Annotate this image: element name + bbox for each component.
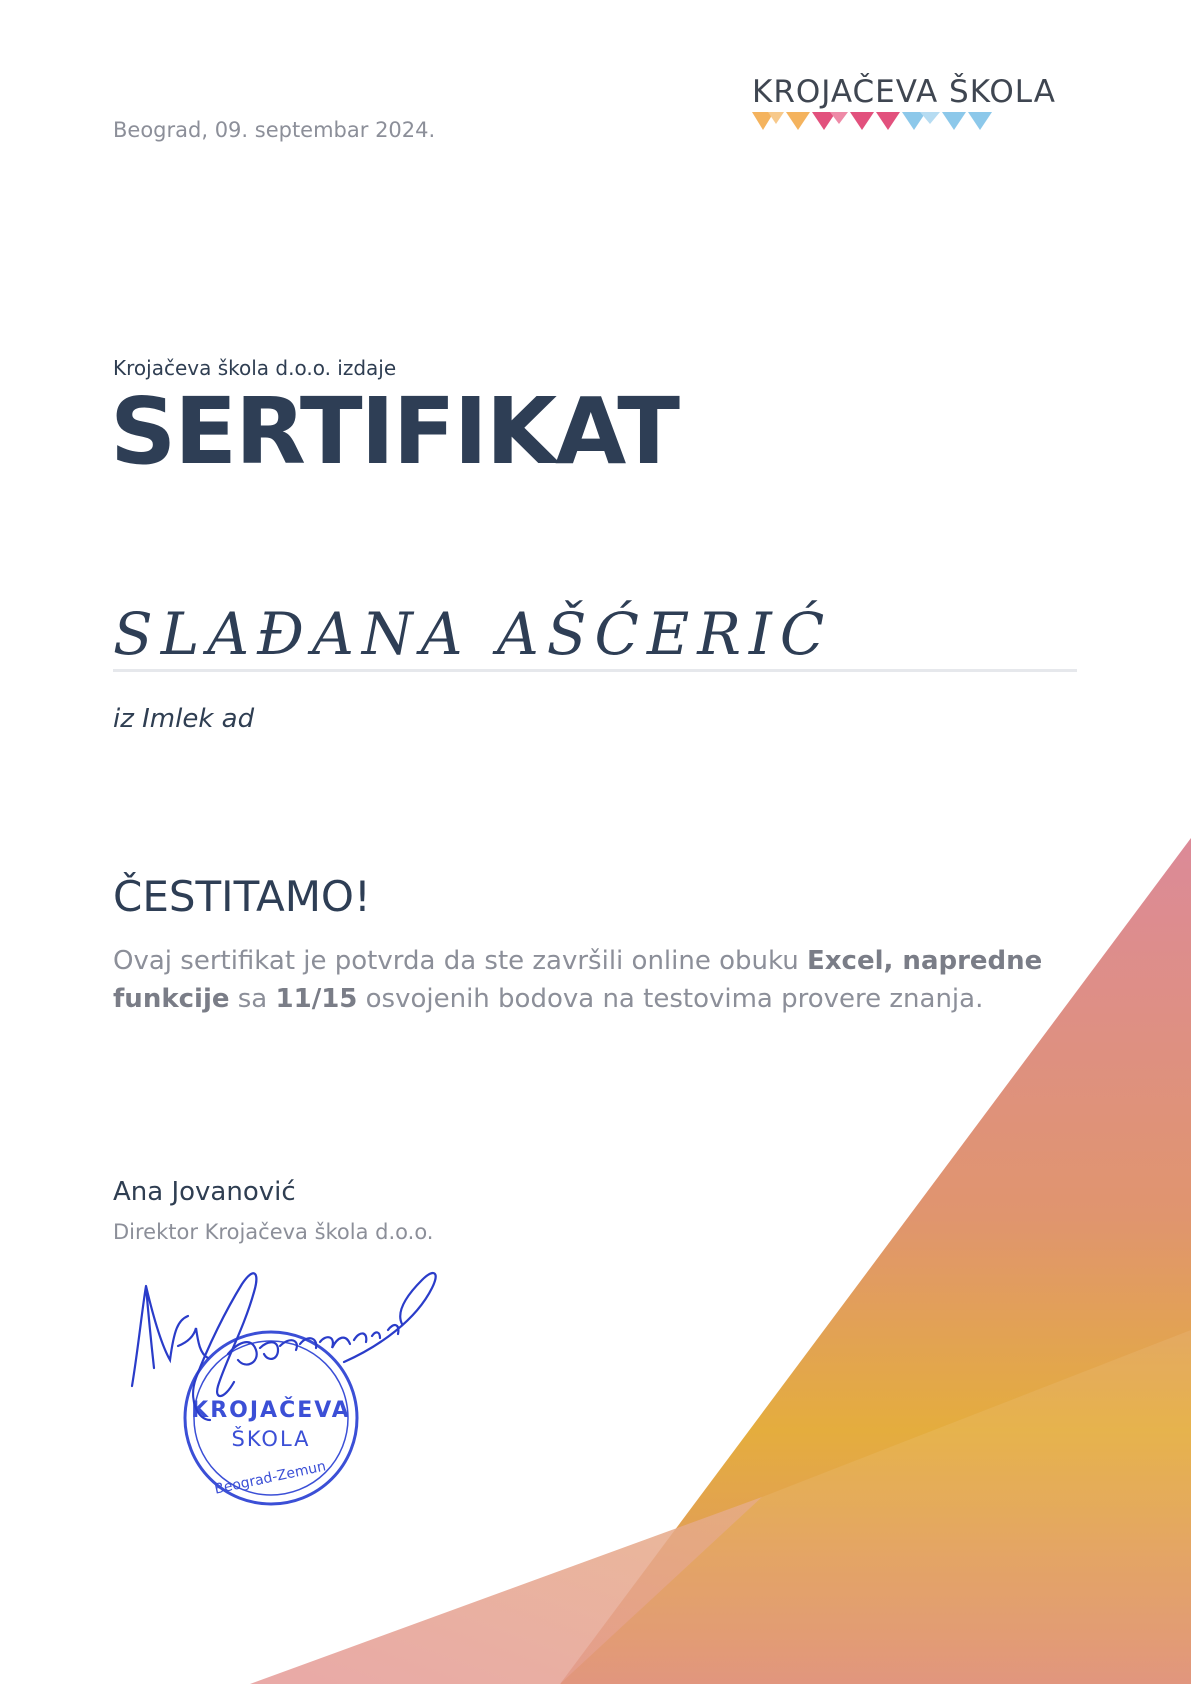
recipient-name: SLAĐANA AŠĆERIĆ xyxy=(113,600,833,668)
score: 11/15 xyxy=(275,984,358,1014)
stamp-line2: ŠKOLA xyxy=(231,1427,311,1451)
stamp-and-signature xyxy=(118,1250,448,1510)
brand-logo xyxy=(752,74,1078,134)
certificate-message xyxy=(113,942,1043,1018)
certificate-title: SERTIFIKAT xyxy=(110,378,678,485)
stamp-seal-icon xyxy=(185,1332,357,1504)
message-text-part1: Ovaj sertifikat je potvrda da ste završili online obuku xyxy=(113,946,808,976)
signatory-role: Direktor Krojačeva škola d.o.o. xyxy=(113,1220,434,1244)
signatory-name: Ana Jovanović xyxy=(113,1177,296,1207)
issuer-line: Krojačeva škola d.o.o. izdaje xyxy=(113,356,397,380)
message-text-part2: sa xyxy=(229,984,276,1014)
issue-date: Beograd, 09. septembar 2024. xyxy=(113,118,436,142)
course-name: Excel, napredne funkcije xyxy=(113,946,1043,1014)
name-underline xyxy=(113,669,1077,672)
stamp-line3: Beograd-Zemun xyxy=(212,1458,328,1498)
congrats-heading: ČESTITAMO! xyxy=(113,872,371,921)
logo-triangles-icon xyxy=(752,112,1000,134)
logo-text: KROJAČEVA ŠKOLA xyxy=(752,74,1056,110)
recipient-company: iz Imlek ad xyxy=(113,704,255,734)
stamp-line1: KROJAČEVA xyxy=(191,1398,351,1423)
message-text-part3: osvojenih bodova na testovima provere znanja. xyxy=(357,984,984,1014)
